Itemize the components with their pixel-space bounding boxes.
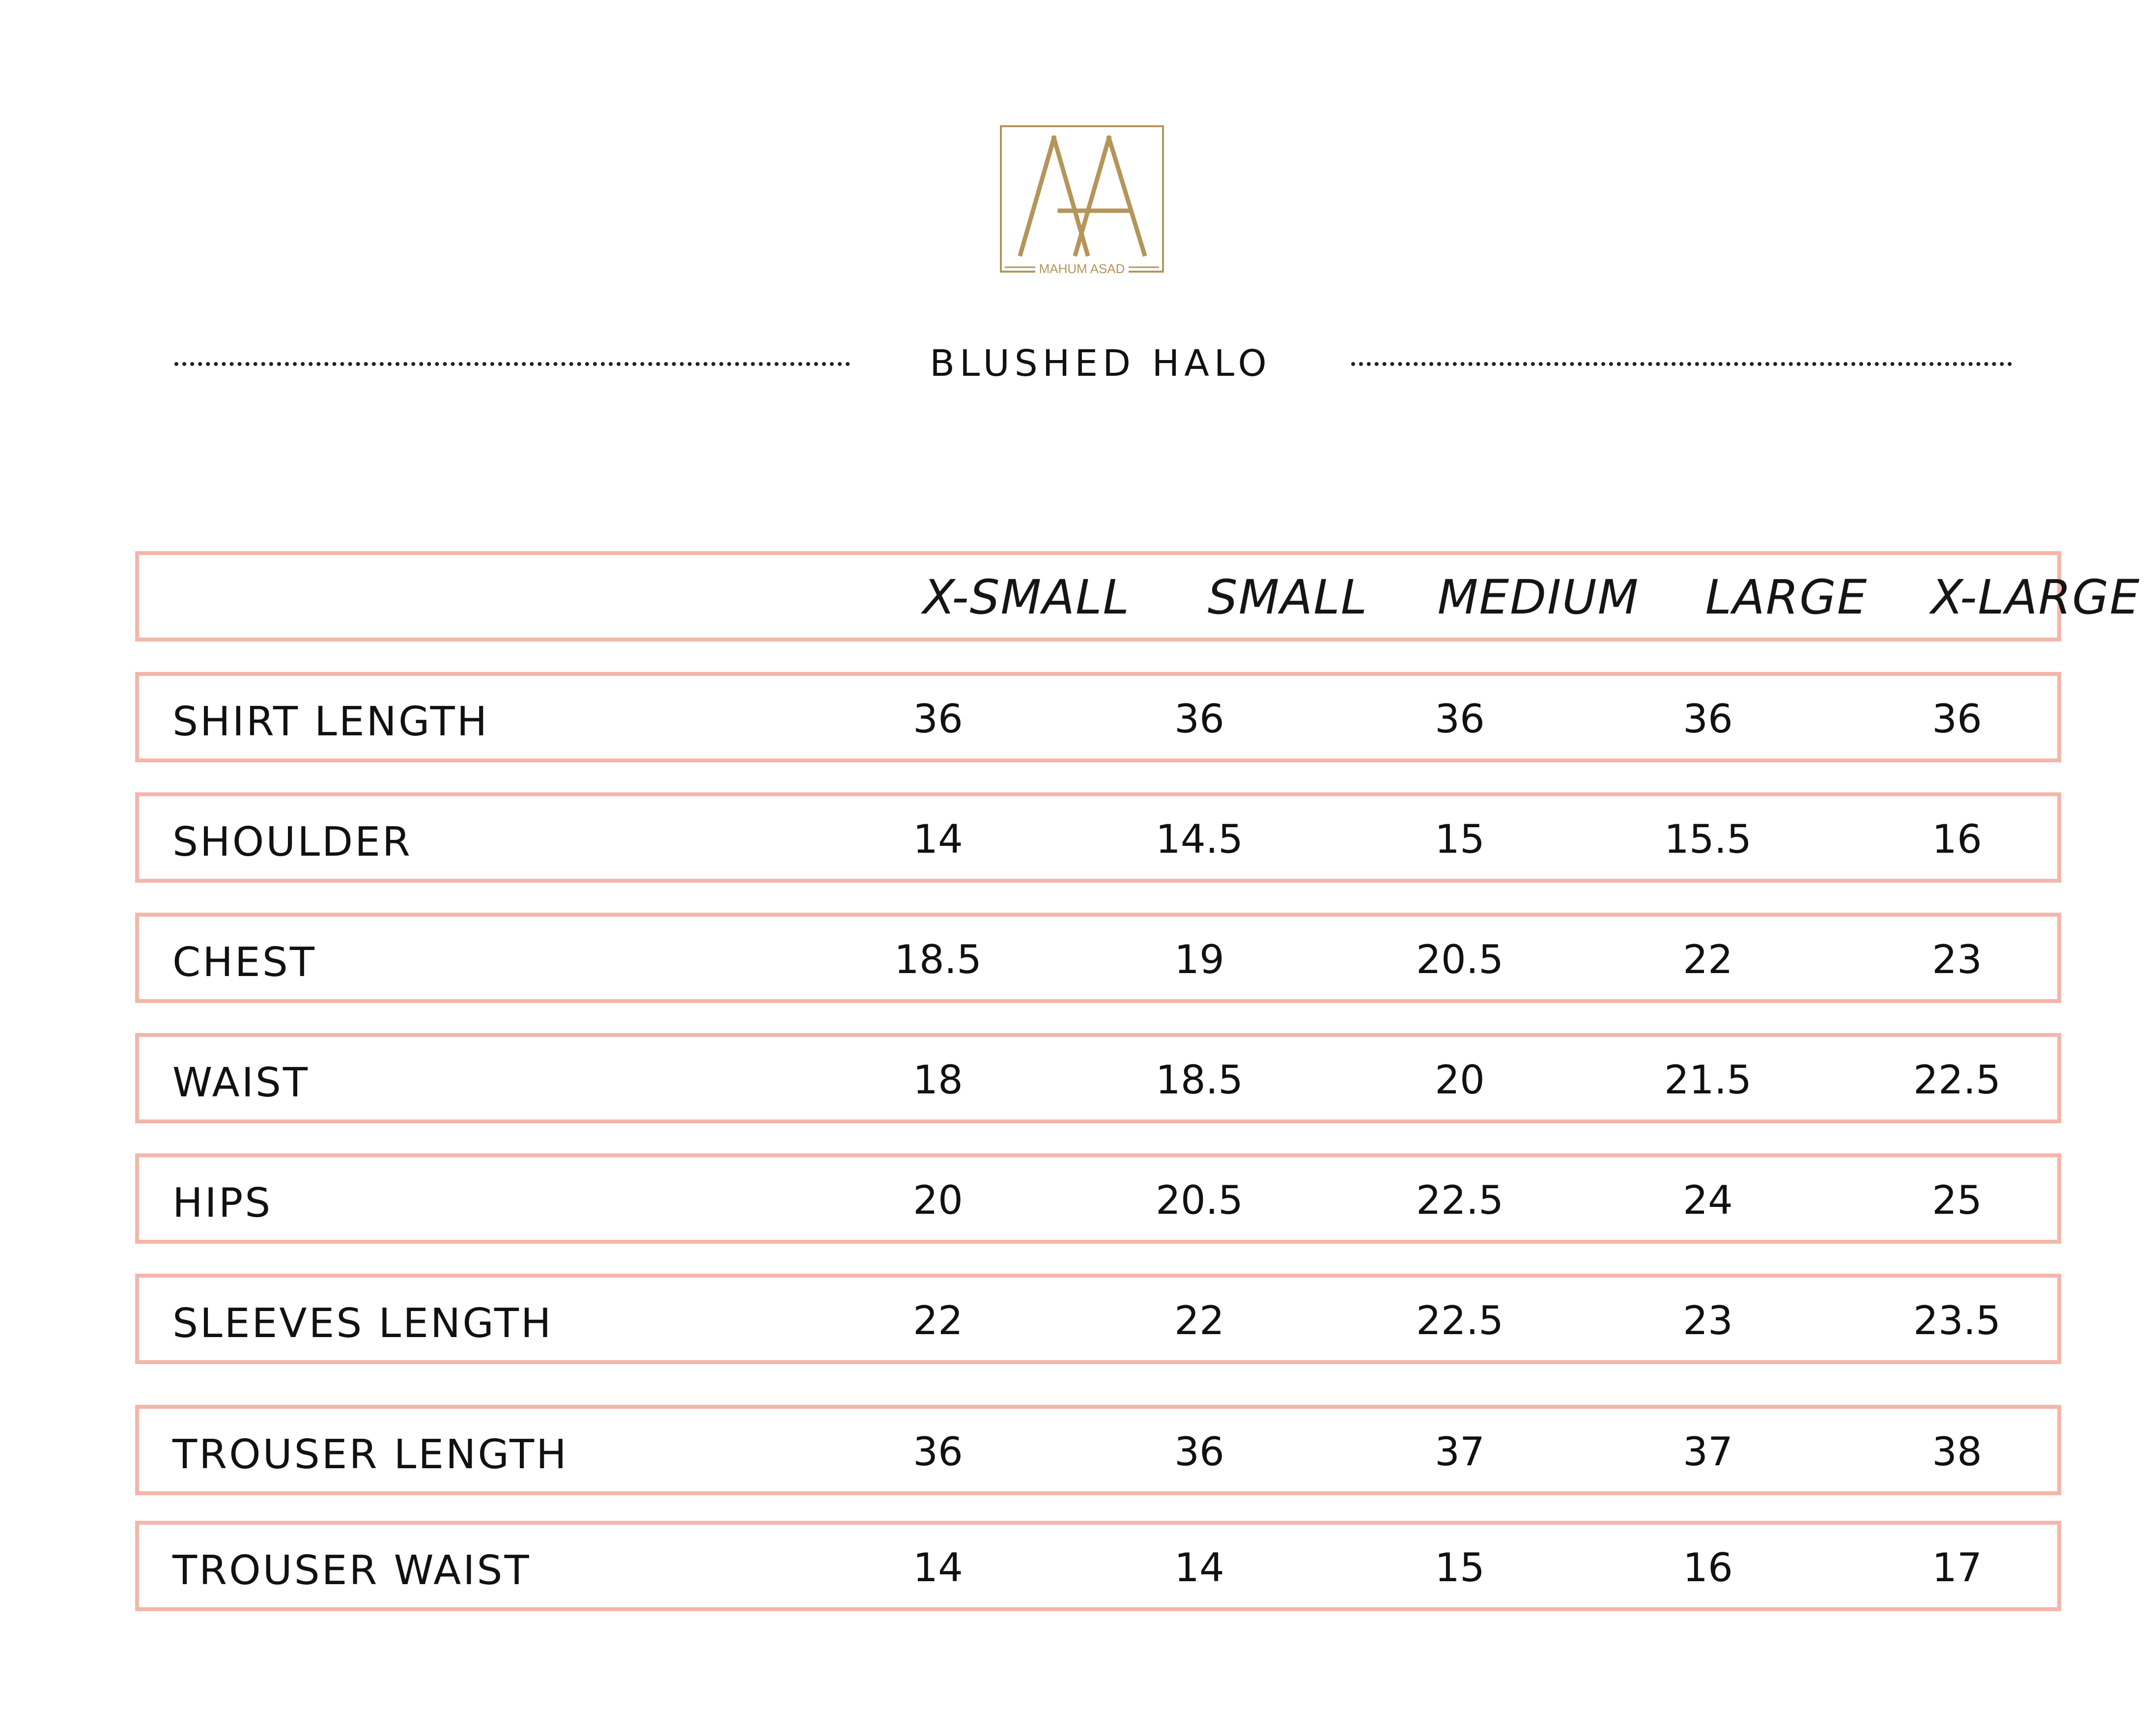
measurement-value: 37 xyxy=(1683,1428,1733,1475)
measurement-value: 14 xyxy=(913,816,963,862)
measurement-value: 36 xyxy=(1174,1428,1224,1475)
size-header-medium: MEDIUM xyxy=(1437,570,1640,625)
measurement-label: SLEEVES LENGTH xyxy=(172,1300,553,1347)
measurement-label: TROUSER LENGTH xyxy=(172,1431,568,1478)
measurement-value: 19 xyxy=(1174,936,1224,982)
measurement-value: 25 xyxy=(1932,1177,1982,1223)
measurement-value: 14 xyxy=(913,1544,963,1591)
measurement-label: SHOULDER xyxy=(172,818,412,866)
measurement-row xyxy=(135,1033,2061,1123)
size-header-xlarge: X-LARGE xyxy=(1930,570,2141,625)
measurement-row xyxy=(135,672,2061,762)
logo-caption xyxy=(1002,262,1162,278)
measurement-label: SHIRT LENGTH xyxy=(172,698,489,745)
measurement-value: 36 xyxy=(1932,696,1982,742)
size-header-small: SMALL xyxy=(1207,570,1368,625)
measurement-row xyxy=(135,913,2061,1003)
measurement-value: 23 xyxy=(1683,1297,1733,1343)
measurement-value: 23.5 xyxy=(1913,1297,2001,1343)
measurement-label: WAIST xyxy=(172,1059,310,1106)
brand-logo xyxy=(1000,125,1164,276)
measurement-value: 22 xyxy=(1174,1297,1224,1343)
measurement-value: 16 xyxy=(1683,1544,1733,1591)
measurement-row xyxy=(135,1405,2061,1495)
title-divider-left xyxy=(174,362,850,366)
measurement-value: 18 xyxy=(913,1057,963,1103)
measurement-value: 17 xyxy=(1932,1544,1982,1591)
measurement-value: 36 xyxy=(1683,696,1733,742)
measurement-value: 22.5 xyxy=(1913,1057,2001,1103)
measurement-label: TROUSER WAIST xyxy=(172,1547,531,1594)
measurement-value: 20.5 xyxy=(1416,936,1504,982)
measurement-label: CHEST xyxy=(172,939,316,986)
measurement-value: 15 xyxy=(1435,816,1485,862)
measurement-value: 22.5 xyxy=(1416,1177,1504,1223)
measurement-row xyxy=(135,1153,2061,1244)
measurement-value: 21.5 xyxy=(1664,1057,1752,1103)
measurement-value: 36 xyxy=(913,696,963,742)
measurement-value: 24 xyxy=(1683,1177,1733,1223)
measurement-value: 15.5 xyxy=(1664,816,1752,862)
monogram-logo-icon xyxy=(1002,127,1162,271)
page-title: BLUSHED HALO xyxy=(930,342,1272,385)
measurement-value: 18.5 xyxy=(894,936,982,982)
size-header-row xyxy=(135,551,2141,642)
size-header-xsmall: X-SMALL xyxy=(923,570,1130,625)
size-header-large: LARGE xyxy=(1705,570,1868,625)
measurement-value: 36 xyxy=(1435,696,1485,742)
measurement-label: HIPS xyxy=(172,1179,273,1227)
measurement-value: 36 xyxy=(913,1428,963,1475)
measurement-value: 38 xyxy=(1932,1428,1982,1475)
measurement-value: 20.5 xyxy=(1155,1177,1244,1223)
measurement-value: 22 xyxy=(1683,936,1733,982)
measurement-value: 20 xyxy=(913,1177,963,1223)
title-divider-right xyxy=(1351,362,2012,366)
measurement-value: 15 xyxy=(1435,1544,1485,1591)
measurement-value: 18.5 xyxy=(1155,1057,1244,1103)
measurement-value: 23 xyxy=(1932,936,1982,982)
logo-caption-text: MAHUM ASAD xyxy=(1035,262,1129,276)
measurement-value: 20 xyxy=(1435,1057,1485,1103)
measurement-row xyxy=(135,1274,2061,1364)
measurement-row xyxy=(135,1521,2061,1611)
measurement-value: 36 xyxy=(1174,696,1224,742)
measurement-value: 14 xyxy=(1174,1544,1224,1591)
measurement-value: 14.5 xyxy=(1155,816,1244,862)
measurement-value: 22.5 xyxy=(1416,1297,1504,1343)
measurement-value: 16 xyxy=(1932,816,1982,862)
measurement-value: 37 xyxy=(1435,1428,1485,1475)
measurement-row xyxy=(135,792,2061,883)
measurement-value: 22 xyxy=(913,1297,963,1343)
